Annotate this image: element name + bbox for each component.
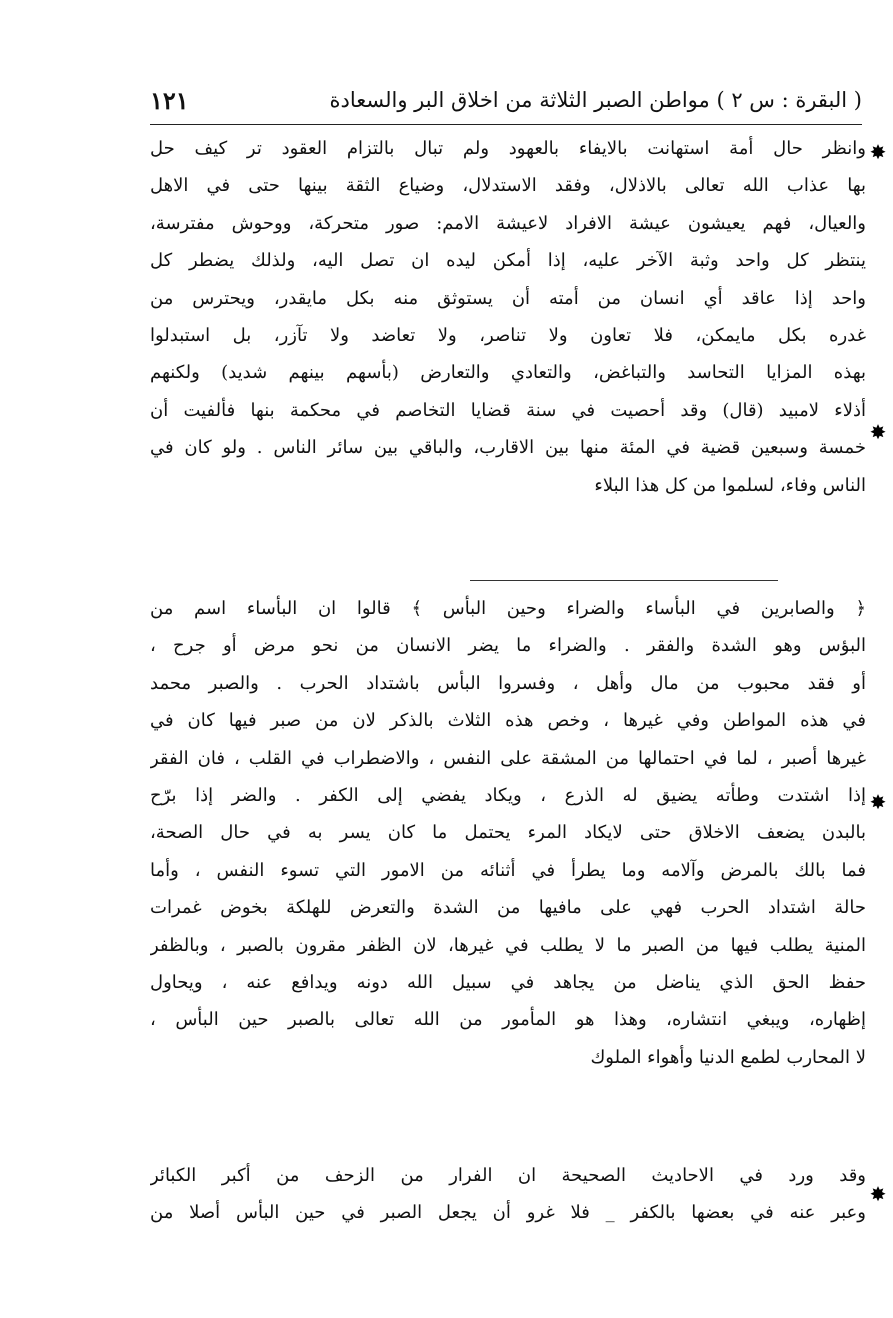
text-line: حفظ الحق الذي يناضل من يجاهد في سبيل الله دونه ويدافع عنه ، ويحاول xyxy=(150,971,866,993)
text-line: فما بالك بالمرض وآلامه وما يطرأ في أثنائه من الامور التي تسوء النفس ، وأما xyxy=(150,859,866,881)
text-line: بها عذاب الله تعالى بالاذلال، وفقد الاستدلال، وضياع الثقة بينها حتى في الاهل xyxy=(150,175,866,197)
text-line: بهذه المزايا التحاسد والتباغض، والتعادي والتعارض (بأسهم بينهم شديد) ولكنهم xyxy=(150,362,866,384)
text-line: في هذه المواطن وفي غيرها ، وخص هذه الثلاث بالذكر لان من صبر فيها كان في xyxy=(150,710,866,732)
paragraph-3 xyxy=(150,1157,866,1232)
running-header xyxy=(150,80,862,120)
text-line: المنية يطلب فيها من الصبر ما لا يطلب في غيرها، لان الظفر مقرون بالصبر ، وبالظفر xyxy=(150,934,866,956)
text-line: لا المحارب لطمع الدنيا وأهواء الملوك xyxy=(590,1046,866,1068)
text-line: خمسة وسبعين قضية في المئة منها بين الاقارب، والباقي بين سائر الناس . ولو كان في xyxy=(150,437,866,459)
text-line: البؤس وهو الشدة والفقر . والضراء ما يضر الانسان من نحو مرض أو جرح ، xyxy=(150,635,866,657)
text-line: ﴿ والصابرين في البأساء والضراء وحين البأس ﴾ قالوا ان البأساء اسم من xyxy=(150,598,866,619)
text-line: الناس وفاء، لسلموا من كل هذا البلاء xyxy=(594,474,866,496)
margin-ornament-icon: ✸ xyxy=(869,1182,887,1206)
text-line: واحد إذا عاقد أي انسان من أمته أن يستوثق منه بكل مايقدر، ويحترس من xyxy=(150,287,866,309)
text-line: حالة اشتداد الحرب فهي على مافيها من الشدة والتعرض للهلكة بخوض غمرات xyxy=(150,897,866,919)
header-title: ( البقرة : س ٢ ) مواطن الصبر الثلاثة من اخلاق البر والسعادة xyxy=(329,88,862,112)
text-line: غدره بكل مايمكن، فلا تعاون ولا تناصر، ولا تعاضد ولا تآزر، بل استبدلوا xyxy=(150,324,866,346)
margin-ornament-icon: ✸ xyxy=(869,420,887,444)
text-line: ينتظر كل واحد وثبة الآخر عليه، إذا أمكن ليده ان تصل اليه، ولذلك يضطر كل xyxy=(150,250,866,272)
text-line: وانظر حال أمة استهانت بالايفاء بالعهود ولم تبال بالتزام العقود تر كيف حل xyxy=(150,138,866,159)
page-number: ١٢١ xyxy=(150,85,189,115)
text-line: وعبر عنه في بعضها بالكفر _ فلا غرو أن يجعل الصبر في حين البأس أصلا من xyxy=(150,1202,866,1224)
margin-ornament-icon: ✸ xyxy=(869,790,887,814)
header-rule xyxy=(150,124,862,125)
margin-ornament-icon: ✸ xyxy=(869,140,887,164)
paragraph-2 xyxy=(150,590,866,1076)
text-line: غيرها أصبر ، لما في احتمالها من المشقة على النفس ، والاضطراب في القلب ، فان الفقر xyxy=(150,747,866,769)
text-line: وقد ورد في الاحاديث الصحيحة ان الفرار من الزحف من أكبر الكبائر xyxy=(150,1165,866,1186)
section-separator xyxy=(470,580,778,581)
text-line: إذا اشتدت وطأته يضيق له الذرع ، ويكاد يفضي إلى الكفر . والضر إذا برّح xyxy=(150,784,866,806)
text-line: بالبدن يضعف الاخلاق حتى لايكاد المرء يحتمل ما كان يسر به في حال الصحة، xyxy=(150,822,866,844)
text-line: أذلاء لامبيد (قال) وقد أحصيت في سنة قضايا التخاصم في محكمة بنها فألفيت أن xyxy=(150,399,866,421)
text-line: والعيال، فهم يعيشون عيشة الافراد لاعيشة الامم: صور متحركة، ووحوش مفترسة، xyxy=(150,212,866,234)
text-line: إظهاره، ويبغي انتشاره، وهذا هو المأمور من الله تعالى بالصبر حين البأس ، xyxy=(150,1009,866,1031)
text-line: أو فقد محبوب من مال وأهل ، وفسروا البأس باشتداد الحرب . والصبر محمد xyxy=(150,672,866,694)
paragraph-1 xyxy=(150,130,866,504)
